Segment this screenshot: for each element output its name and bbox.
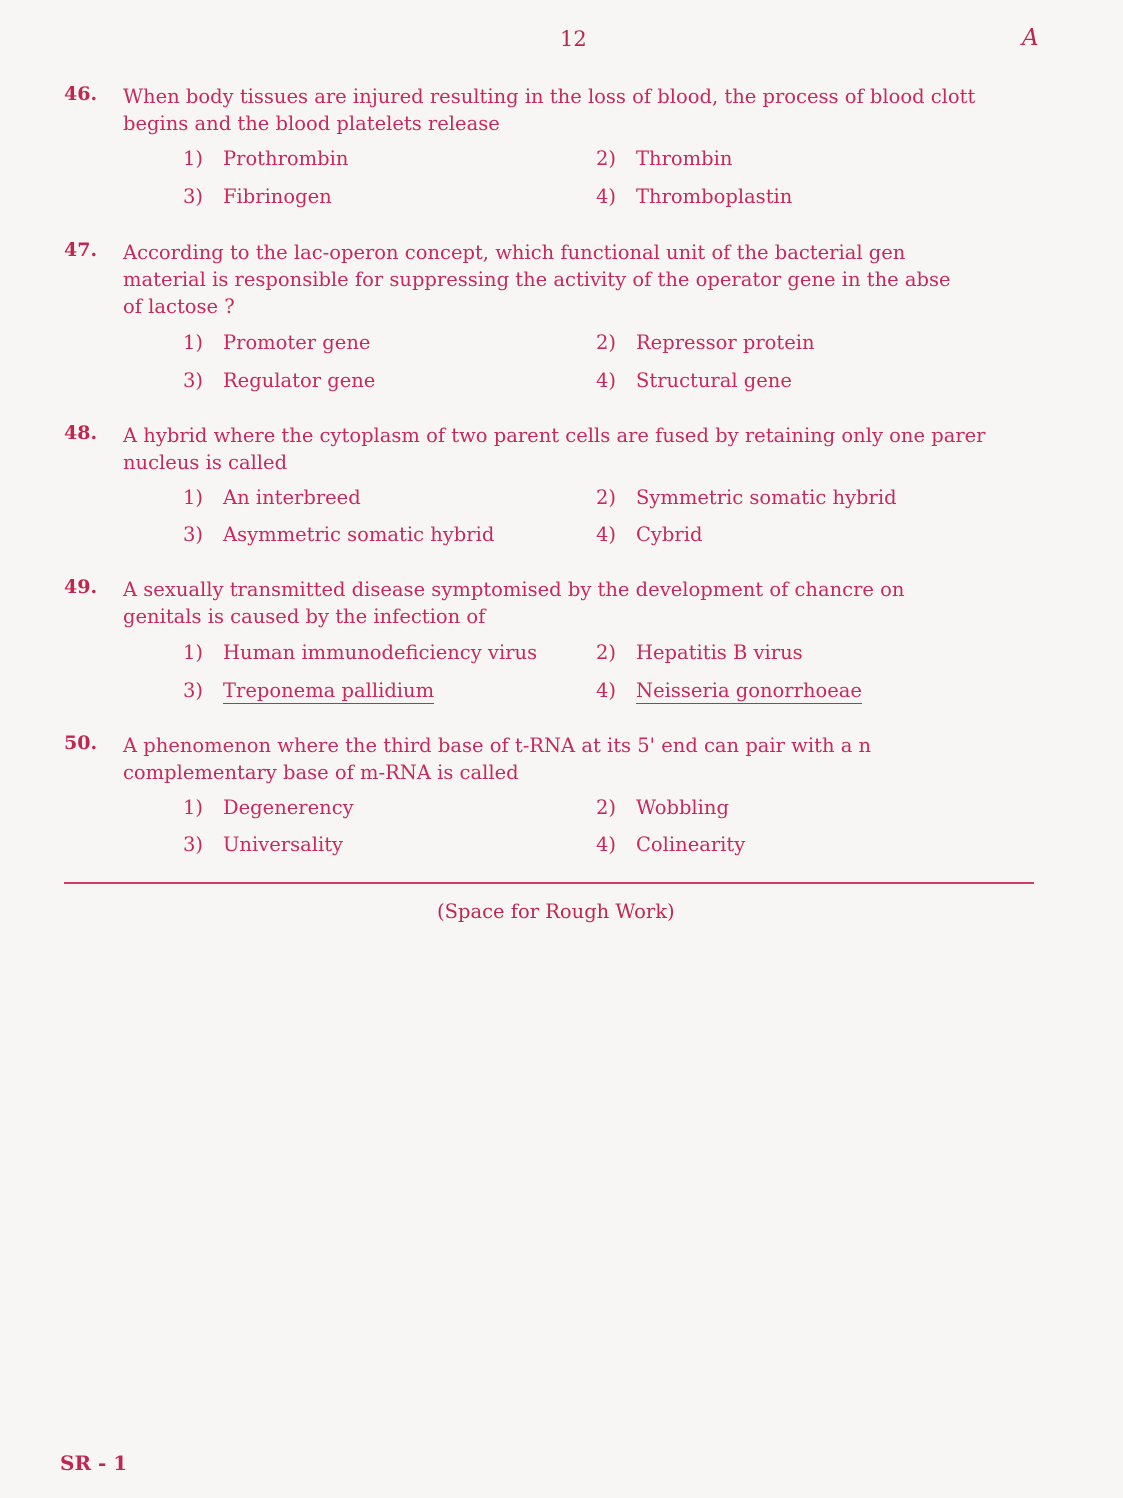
- option-text: Thromboplastin: [636, 185, 793, 208]
- option-text: Fibrinogen: [223, 185, 332, 208]
- question-number: 49.: [64, 576, 98, 598]
- question-line: According to the lac-operon concept, which functional unit of the bacterial gen: [123, 241, 906, 264]
- question-number: 46.: [64, 83, 98, 105]
- option-number: 1): [183, 147, 204, 170]
- option-2[interactable]: [596, 486, 897, 509]
- question-text: [123, 239, 1123, 320]
- option-2[interactable]: [596, 147, 732, 170]
- option-text: Promoter gene: [223, 331, 371, 354]
- divider: [64, 882, 1034, 884]
- option-number: 4): [596, 523, 617, 546]
- option-3[interactable]: [183, 833, 343, 856]
- question-line: begins and the blood platelets release: [123, 112, 500, 135]
- option-number: 3): [183, 185, 204, 208]
- question-line: A sexually transmitted disease symptomised by the development of chancre on: [123, 578, 905, 601]
- option-3[interactable]: [183, 185, 332, 208]
- option-text: Regulator gene: [223, 369, 376, 392]
- option-number: 4): [596, 185, 617, 208]
- option-number: 1): [183, 641, 204, 664]
- option-3[interactable]: [183, 369, 375, 392]
- option-3[interactable]: [183, 679, 434, 702]
- option-1[interactable]: [183, 147, 348, 170]
- option-number: 1): [183, 331, 204, 354]
- option-text: Prothrombin: [223, 147, 349, 170]
- option-1[interactable]: [183, 641, 537, 664]
- option-text: Universality: [223, 833, 344, 856]
- option-text: Colinearity: [636, 833, 746, 856]
- option-number: 1): [183, 796, 204, 819]
- set-code: A: [1022, 25, 1039, 51]
- option-text: Repressor protein: [636, 331, 815, 354]
- option-1[interactable]: [183, 796, 354, 819]
- question-number: 50.: [64, 732, 98, 754]
- option-text: Degenerency: [223, 796, 354, 819]
- option-2[interactable]: [596, 331, 815, 354]
- question-line: of lactose ?: [123, 295, 235, 318]
- option-text: Thrombin: [636, 147, 733, 170]
- question-line: genitals is caused by the infection of: [123, 605, 486, 628]
- question-line: complementary base of m-RNA is called: [123, 761, 519, 784]
- rough-work-label: (Space for Rough Work): [437, 900, 675, 923]
- question-text: [123, 732, 1123, 786]
- option-number: 2): [596, 641, 617, 664]
- option-number: 3): [183, 369, 204, 392]
- question-number: 48.: [64, 422, 98, 444]
- option-number: 2): [596, 486, 617, 509]
- page-number: 12: [560, 27, 587, 51]
- question-line: When body tissues are injured resulting in the loss of blood, the process of blood clott: [123, 85, 976, 108]
- question-text: [123, 422, 1123, 476]
- option-number: 4): [596, 833, 617, 856]
- option-number: 2): [596, 331, 617, 354]
- option-text: Treponema pallidium: [223, 679, 435, 702]
- option-text: An interbreed: [223, 486, 361, 509]
- option-text: Wobbling: [636, 796, 729, 819]
- option-4[interactable]: [596, 185, 792, 208]
- option-3[interactable]: [183, 523, 494, 546]
- option-2[interactable]: [596, 641, 803, 664]
- option-text: Symmetric somatic hybrid: [636, 486, 897, 509]
- option-4[interactable]: [596, 833, 745, 856]
- option-text: Asymmetric somatic hybrid: [223, 523, 495, 546]
- option-4[interactable]: [596, 369, 792, 392]
- option-1[interactable]: [183, 331, 370, 354]
- footer-code: SR - 1: [60, 1451, 128, 1475]
- option-number: 3): [183, 523, 204, 546]
- option-2[interactable]: [596, 796, 729, 819]
- option-1[interactable]: [183, 486, 361, 509]
- option-text: Structural gene: [636, 369, 792, 392]
- question-line: A phenomenon where the third base of t-RNA at its 5' end can pair with a n: [123, 734, 872, 757]
- option-text: Human immunodeficiency virus: [223, 641, 538, 664]
- option-text: Neisseria gonorrhoeae: [636, 679, 862, 702]
- option-text: Hepatitis B virus: [636, 641, 803, 664]
- question-number: 47.: [64, 239, 98, 261]
- question-text: [123, 83, 1123, 137]
- question-line: material is responsible for suppressing the activity of the operator gene in the abse: [123, 268, 951, 291]
- question-line: nucleus is called: [123, 451, 288, 474]
- option-text: Cybrid: [636, 523, 703, 546]
- option-number: 2): [596, 796, 617, 819]
- option-4[interactable]: [596, 679, 862, 702]
- option-4[interactable]: [596, 523, 702, 546]
- question-text: [123, 576, 1123, 630]
- option-number: 1): [183, 486, 204, 509]
- option-number: 3): [183, 833, 204, 856]
- option-number: 2): [596, 147, 617, 170]
- question-line: A hybrid where the cytoplasm of two parent cells are fused by retaining only one parer: [123, 424, 986, 447]
- option-number: 3): [183, 679, 204, 702]
- option-number: 4): [596, 679, 617, 702]
- option-number: 4): [596, 369, 617, 392]
